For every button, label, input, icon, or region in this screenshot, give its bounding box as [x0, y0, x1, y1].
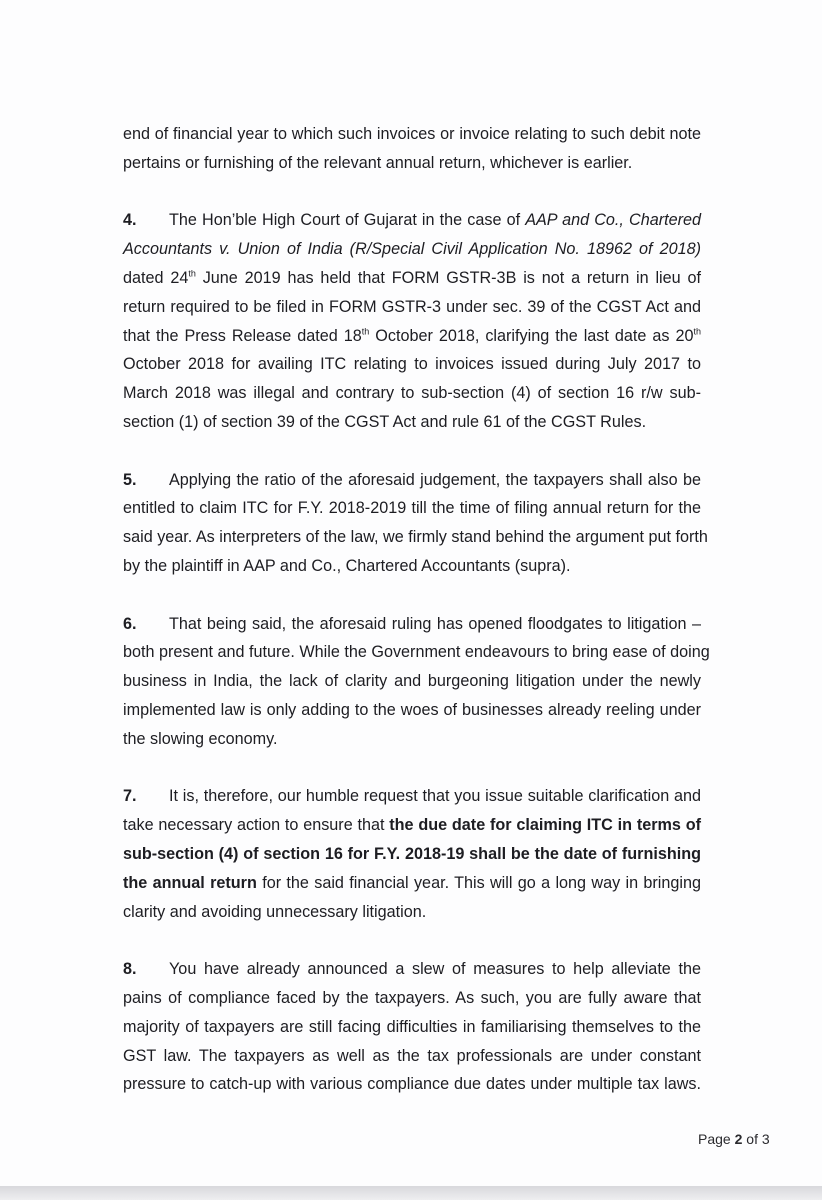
text-line: [123, 379, 701, 408]
text-segment: by the plaintiff in AAP and Co., Chartered Accountants (supra).: [123, 556, 571, 575]
text-line: [123, 782, 701, 811]
text-segment: business in India, the lack of clarity and burgeoning litigation under the newly: [123, 672, 701, 691]
text-line: [123, 466, 701, 495]
current-page: 2: [734, 1131, 743, 1147]
italic-text: AAP and Co., Chartered: [525, 211, 701, 230]
text-line: [123, 840, 701, 869]
paragraph: [123, 466, 708, 581]
text-segment: entitled to claim ITC for F.Y. 2018-2019 till the time of filing annual return for the: [123, 499, 701, 518]
bold-text: sub-section (4) of section 16 for F.Y. 2018-19 shall be the date of furnishing: [123, 844, 701, 863]
text-line: [123, 206, 701, 235]
page-label: Page: [698, 1131, 735, 1147]
italic-text: Accountants v. Union of India (R/Special Civil Application No. 18962 of 2018): [123, 240, 701, 259]
text-line: [123, 149, 701, 178]
text-line: [123, 494, 701, 523]
text-line: [123, 725, 701, 754]
text-segment: majority of taxpayers are still facing difficulties in familiarising themselves to the: [123, 1017, 701, 1036]
text-line: [123, 869, 701, 898]
paragraph-number: 4.: [123, 211, 137, 230]
text-segment: It is, therefore, our humble request that you issue suitable clarification and: [169, 787, 701, 806]
text-segment: dated 24: [123, 268, 189, 287]
bold-text: the due date for claiming ITC in terms of: [389, 816, 701, 835]
text-segment: section (1) of section 39 of the CGST Act and rule 61 of the CGST Rules.: [123, 412, 647, 431]
paragraph-number: 7.: [123, 787, 137, 806]
page-edge: [0, 1186, 822, 1200]
text-segment: pains of compliance faced by the taxpayers. As such, you are fully aware that: [123, 988, 701, 1007]
paragraph-number: 5.: [123, 470, 137, 489]
text-segment: October 2018, clarifying the last date as 20: [369, 326, 694, 345]
paragraph: [123, 782, 701, 926]
superscript: th: [693, 326, 701, 337]
text-segment: the slowing economy.: [123, 729, 278, 748]
text-line: [123, 1013, 701, 1042]
text-line: [123, 264, 701, 293]
text-line: [123, 523, 708, 552]
total-pages: 3: [761, 1131, 770, 1147]
text-segment: October 2018 for availing ITC relating to invoices issued during July 2017 to: [123, 355, 701, 374]
superscript: th: [188, 268, 196, 279]
paragraph: [123, 206, 701, 436]
text-segment: June 2019 has held that FORM GSTR-3B is not a return in lieu of: [195, 268, 701, 287]
text-segment: return required to be filed in FORM GSTR-3 under sec. 39 of the CGST Act and: [123, 297, 701, 316]
paragraph-number: 6.: [123, 614, 137, 633]
text-line: [123, 610, 701, 639]
bold-text: the annual return: [123, 873, 257, 892]
text-line: [123, 955, 701, 984]
text-segment: The Hon’ble High Court of Gujarat in the case of: [169, 211, 526, 230]
text-segment: implemented law is only adding to the woes of businesses already reeling under: [123, 700, 701, 719]
text-line: [123, 322, 701, 351]
text-segment: said year. As interpreters of the law, we firmly stand behind the argument put forth: [123, 528, 708, 547]
text-segment: both present and future. While the Government endeavours to bring ease of doing: [123, 643, 710, 662]
text-segment: GST law. The taxpayers as well as the tax professionals are under constant: [123, 1046, 701, 1065]
text-segment: that the Press Release dated 18: [123, 326, 362, 345]
text-segment: take necessary action to ensure that: [123, 816, 390, 835]
text-line: [123, 350, 701, 379]
text-line: [123, 984, 701, 1013]
text-segment: clarity and avoiding unnecessary litigation.: [123, 902, 427, 921]
text-line: [123, 120, 701, 149]
text-segment: for the said financial year. This will go a long way in bringing: [256, 873, 702, 892]
paragraph: [123, 120, 701, 178]
document-body: [123, 120, 710, 1128]
text-segment: That being said, the aforesaid ruling has opened floodgates to litigation –: [169, 614, 701, 633]
text-segment: You have already announced a slew of measures to help alleviate the: [169, 960, 701, 979]
text-line: [123, 667, 701, 696]
superscript: th: [361, 326, 370, 337]
text-line: [123, 552, 701, 581]
text-line: [123, 638, 710, 667]
text-segment: pertains or furnishing of the relevant annual return, whichever is earlier.: [123, 153, 633, 172]
text-line: [123, 898, 701, 927]
text-line: [123, 1070, 701, 1099]
text-line: [123, 293, 701, 322]
paragraph: [123, 955, 701, 1099]
paragraph-number: 8.: [123, 960, 137, 979]
text-line: [123, 1042, 701, 1071]
text-segment: March 2018 was illegal and contrary to sub-section (4) of section 16 r/w sub-: [123, 384, 701, 403]
text-line: [123, 696, 701, 725]
page-of-label: of: [742, 1131, 762, 1147]
text-line: [123, 235, 701, 264]
text-segment: Applying the ratio of the aforesaid judgement, the taxpayers shall also be: [169, 470, 701, 489]
text-segment: pressure to catch-up with various compliance due dates under multiple tax laws.: [123, 1075, 701, 1094]
text-line: [123, 408, 701, 437]
page-number: [698, 1131, 770, 1147]
paragraph: [123, 610, 710, 754]
text-line: [123, 811, 701, 840]
text-segment: end of financial year to which such invoices or invoice relating to such debit note: [123, 125, 701, 143]
